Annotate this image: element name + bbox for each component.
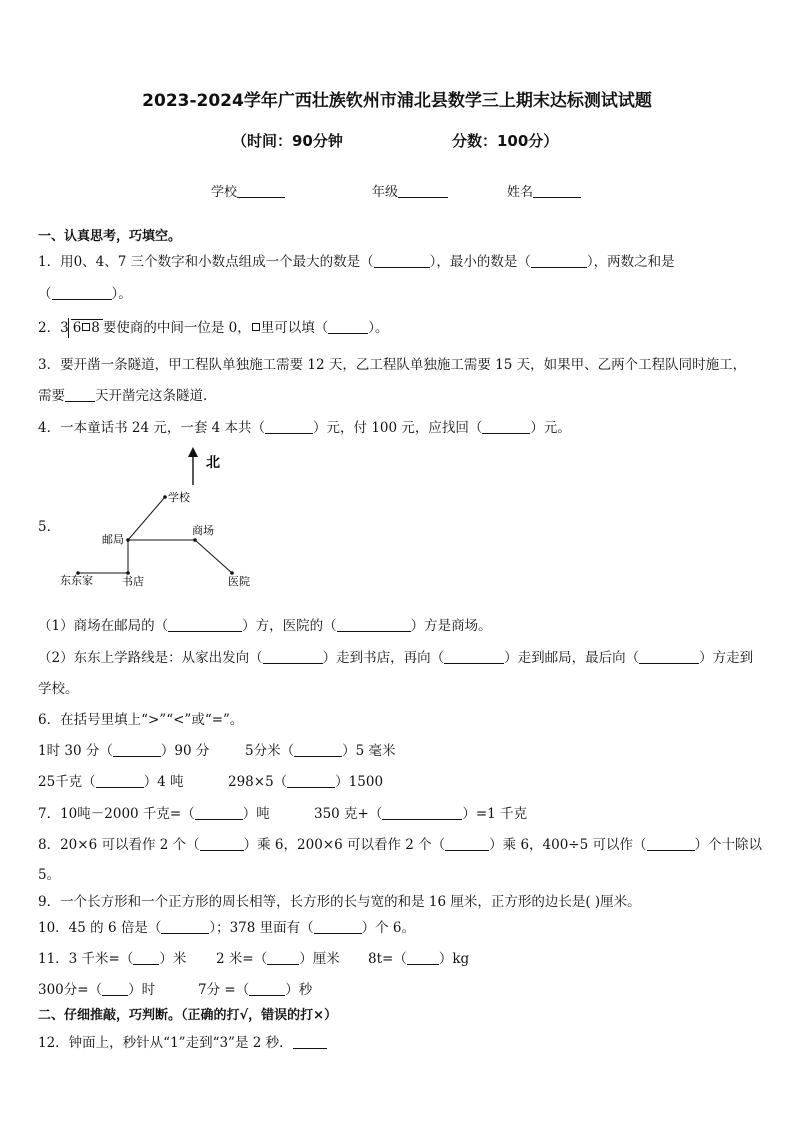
q8-blank-1[interactable] <box>200 836 244 851</box>
q6-r1-c: 5分米（ <box>245 743 295 759</box>
q5-p1-a: （1）商场在邮局的（ <box>38 618 169 634</box>
q1-text-b: ），最小的数是（ <box>429 254 531 270</box>
grade-label: 年级 <box>372 185 399 200</box>
q5-p1-b: ）方，医院的（ <box>242 618 337 634</box>
question-9: 9．一个长方形和一个正方形的周长相等，长方形的长与宽的和是 16 厘米，正方形的边长是( )厘米。 <box>38 894 641 910</box>
question-11-right <box>368 947 469 967</box>
direction-map <box>50 445 270 595</box>
q4-blank-1[interactable] <box>265 419 313 434</box>
hospital-map-label: 医院 <box>228 575 250 588</box>
q2-text: 要使商的中间一位是 0， <box>102 320 251 336</box>
question-5-part-2 <box>38 646 753 666</box>
question-8-line-2: 5。 <box>38 867 61 883</box>
north-label: 北 <box>206 455 220 471</box>
name-label: 姓名 <box>507 185 534 200</box>
question-11-line-2 <box>38 978 155 998</box>
question-10 <box>38 916 415 936</box>
q11-blank-3[interactable] <box>407 950 439 965</box>
q11-text-h: ）时 <box>128 982 156 998</box>
north-arrow-icon <box>188 447 198 457</box>
q3-blank[interactable] <box>65 387 95 402</box>
post-office-map-label: 邮局 <box>102 533 124 546</box>
q6-r1-d: ）5 毫米 <box>342 743 396 759</box>
q5-p2-blank-2[interactable] <box>444 649 504 664</box>
post-office-point <box>126 538 130 542</box>
q6-r2-b: ）4 吨 <box>143 774 184 790</box>
road-post-school <box>128 497 165 540</box>
q4-text-b: ）元，付 100 元，应找回（ <box>313 420 483 436</box>
q6-blank-3[interactable] <box>96 773 144 788</box>
q6-r2-d: ）1500 <box>335 774 384 790</box>
bookstore-map-label: 书店 <box>122 575 144 588</box>
school-blank[interactable] <box>237 183 285 198</box>
q6-blank-4[interactable] <box>287 773 335 788</box>
question-6-row-1-right <box>245 739 395 759</box>
q10-text-c: ）个 6。 <box>361 920 416 936</box>
mall-map-label: 商场 <box>192 524 214 537</box>
q11-text-b: ）米 <box>159 951 187 967</box>
question-4 <box>38 416 571 436</box>
q2-dividend: 6 <box>72 320 82 336</box>
school-label: 学校 <box>211 185 238 200</box>
q2-dividend-tail: 8 <box>91 320 100 336</box>
q5-p1-blank-1[interactable] <box>168 617 242 632</box>
q6-blank-1[interactable] <box>113 742 161 757</box>
q3-text-c: 天开凿完这条隧道． <box>95 388 217 404</box>
page-title: 2023-2024学年广西壮族钦州市浦北县数学三上期末达标测试试题 <box>142 91 652 111</box>
question-8 <box>38 833 762 853</box>
score-label: 分数：100分） <box>452 132 559 150</box>
question-5-part-1 <box>38 614 492 634</box>
q6-blank-2[interactable] <box>294 742 342 757</box>
q11-text-a: 11．3 千米=（ <box>38 951 134 967</box>
long-division-symbol <box>69 320 103 336</box>
q11-text-c: 2 米=（ <box>216 951 268 967</box>
q4-text-a: 4．一本童话书 24 元，一套 4 本共（ <box>38 420 266 436</box>
question-11-line-2-right <box>198 978 312 998</box>
q5-p2-blank-3[interactable] <box>639 649 699 664</box>
q11-text-e: 8t=（ <box>368 951 407 967</box>
question-6-row-2 <box>38 770 184 790</box>
q5-p2-d: ）方走到 <box>699 650 754 666</box>
q6-r1-a: 1时 30 分（ <box>38 743 113 759</box>
question-7 <box>38 802 270 822</box>
q11-blank-2[interactable] <box>267 950 299 965</box>
question-3-line-2 <box>38 384 217 404</box>
q5-p2-b: ）走到书店，再向（ <box>322 650 445 666</box>
q10-blank-2[interactable] <box>314 919 362 934</box>
q2-text-2: 里可以填（ <box>260 320 329 336</box>
q5-p2-c: ）走到邮局，最后向（ <box>504 650 640 666</box>
q8-text-c: ）乘 6，400÷5 可以作（ <box>489 837 647 853</box>
q3-text-b: 需要 <box>38 388 65 404</box>
question-2 <box>38 316 389 336</box>
name-field <box>507 181 581 200</box>
q1-text-d: （ <box>38 286 52 302</box>
q1-blank-1[interactable] <box>374 253 430 268</box>
q11-text-i: 7分 =（ <box>198 982 250 998</box>
q1-text-e: ）。 <box>111 286 132 302</box>
q2-end: ）。 <box>368 320 389 336</box>
empty-square-icon <box>252 323 260 331</box>
q11-text-d: ）厘米 <box>299 951 340 967</box>
q8-blank-2[interactable] <box>445 836 489 851</box>
q11-blank-4[interactable] <box>102 981 128 996</box>
q2-blank[interactable] <box>328 319 368 334</box>
q5-p2-a: （2）东东上学路线是：从家出发向（ <box>38 650 263 666</box>
q1-blank-2[interactable] <box>531 253 587 268</box>
q7-blank-2[interactable] <box>382 805 462 820</box>
q7-text-c: 350 克+（ <box>314 806 383 822</box>
school-map-label: 学校 <box>168 491 190 504</box>
q11-text-f: ）kg <box>438 951 470 967</box>
question-1 <box>38 250 675 270</box>
q11-blank-1[interactable] <box>133 950 159 965</box>
grade-blank[interactable] <box>398 183 448 198</box>
q8-text-b: ）乘 6，200×6 可以看作 2 个（ <box>243 837 446 853</box>
q1-blank-3[interactable] <box>52 285 112 300</box>
q11-text-j: ）秒 <box>285 982 313 998</box>
q12-blank[interactable] <box>293 1034 327 1049</box>
question-12 <box>38 1031 327 1051</box>
q5-p2-blank-1[interactable] <box>263 649 323 664</box>
grade-field <box>372 181 448 200</box>
question-6-row-1 <box>38 739 209 759</box>
q8-blank-3[interactable] <box>647 836 695 851</box>
q11-blank-5[interactable] <box>249 981 285 996</box>
question-7-right <box>314 802 527 822</box>
q2-number: 2． <box>38 320 61 336</box>
q5-p1-blank-2[interactable] <box>337 617 411 632</box>
time-label: （时间：90分钟 <box>232 132 343 150</box>
question-6-row-2-right <box>228 770 383 790</box>
question-1-line-2 <box>38 282 132 302</box>
q5-number: 5． <box>38 519 61 535</box>
empty-square-icon <box>82 323 90 331</box>
q7-text-a: 7．10吨－2000 千克=（ <box>38 806 195 822</box>
question-11 <box>38 947 186 967</box>
question-6-title: 6．在括号里填上“>”“<”或“=”。 <box>38 712 244 728</box>
question-5-part-2-line-2: 学校。 <box>38 681 79 697</box>
q2-divisor: 3 <box>60 320 69 336</box>
q7-text-b: ）吨 <box>242 806 270 822</box>
school-field <box>211 181 285 200</box>
q7-text-d: ）=1 千克 <box>462 806 528 822</box>
q1-text-c: ），两数之和是 <box>586 254 675 270</box>
question-11-mid <box>216 947 340 967</box>
section-2-title: 二、仔细推敲，巧判断。（正确的打√，错误的打×） <box>38 1008 338 1023</box>
mall-point <box>193 538 197 542</box>
q8-text-d: ）个十除以 <box>694 837 762 853</box>
q10-text-a: 10．45 的 6 倍是（ <box>38 920 162 936</box>
home-map-label: 东东家 <box>60 574 93 587</box>
road-mall-hospital <box>195 540 232 573</box>
q5-p1-c: ）方是商场。 <box>410 618 492 634</box>
school-point <box>163 495 167 499</box>
q4-blank-2[interactable] <box>482 419 530 434</box>
section-1-title: 一、认真思考，巧填空。 <box>38 229 182 244</box>
q7-blank-1[interactable] <box>195 805 243 820</box>
q6-r1-b: ）90 分 <box>160 743 210 759</box>
q6-r2-a: 25千克（ <box>38 774 96 790</box>
q11-text-g: 300分=（ <box>38 982 103 998</box>
q6-r2-c: 298×5（ <box>228 774 288 790</box>
question-3: 3．要开凿一条隧道，甲工程队单独施工需要 12 天，乙工程队单独施工需要 15 天，如果甲、乙两个工程队同时施工， <box>38 357 747 373</box>
name-blank[interactable] <box>533 183 581 198</box>
q4-text-c: ）元。 <box>530 420 571 436</box>
q1-text-a: 1．用0、4、7 三个数字和小数点组成一个最大的数是（ <box>38 254 374 270</box>
q10-text-b: ）；378 里面有（ <box>209 920 314 936</box>
q12-text: 12．钟面上，秒针从“1”走到“3”是 2 秒． <box>38 1035 293 1051</box>
q10-blank-1[interactable] <box>161 919 209 934</box>
q8-text-a: 8．20×6 可以看作 2 个（ <box>38 837 200 853</box>
